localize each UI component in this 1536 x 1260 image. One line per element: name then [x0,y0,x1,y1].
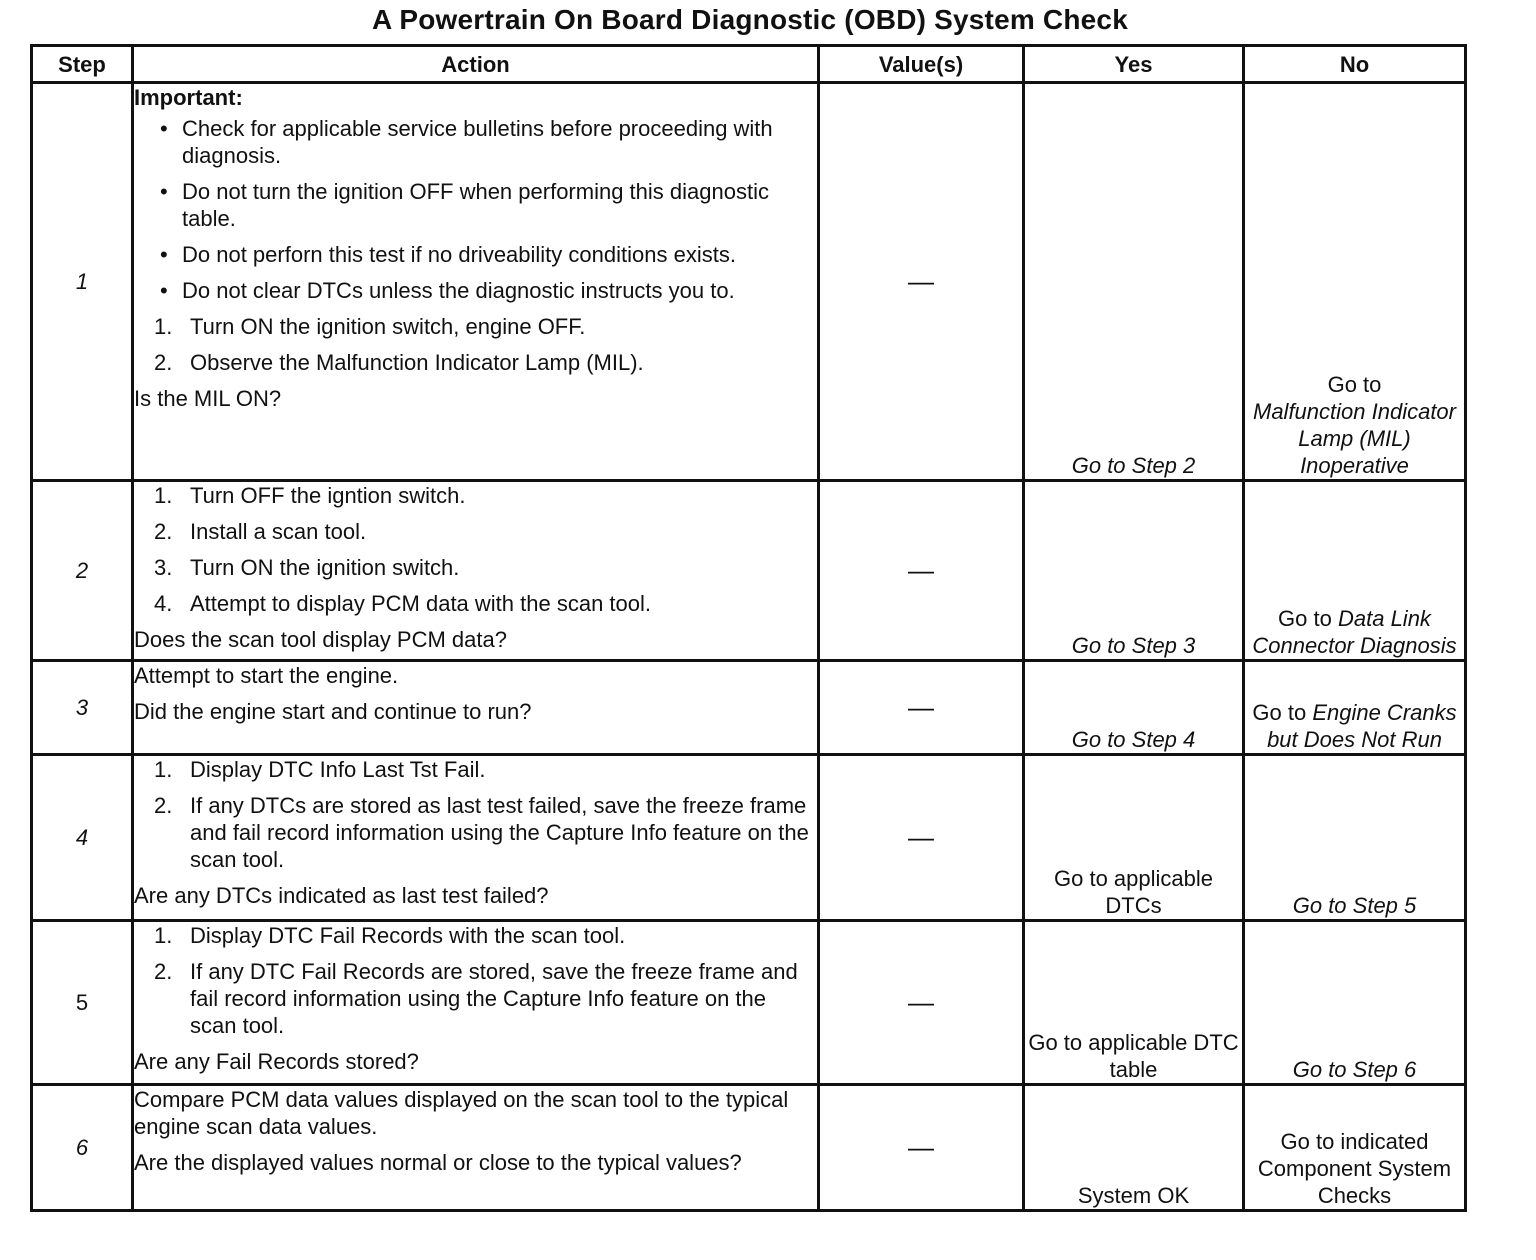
list-item: 3. Turn ON the ignition switch. [154,555,460,580]
yes-cell: Go to Step 2 [1024,83,1244,481]
step-number: 2 [32,481,133,661]
question-text: Are the displayed values normal or close to the typical values? [134,1150,742,1175]
step-number: 5 [32,921,133,1085]
value-cell: — [819,661,1024,755]
step-number: 4 [32,755,133,921]
header-action: Action [133,46,819,83]
step-number: 6 [32,1085,133,1211]
table-row [32,1085,1466,1211]
action-cell [133,83,819,481]
value-cell: — [819,1085,1024,1211]
no-cell: Go to indicated Component System Checks [1244,1085,1466,1211]
table-row [32,921,1466,1085]
yes-cell: Go to Step 4 [1024,661,1244,755]
list-item: 2. Install a scan tool. [154,519,367,544]
numbered-list [134,313,817,376]
yes-cell: Go to applicable DTCs [1024,755,1244,921]
yes-cell: System OK [1024,1085,1244,1211]
value-cell: — [819,481,1024,661]
value-cell: — [819,83,1024,481]
list-item: 2. Observe the Malfunction Indicator Lamp (MIL). [154,350,644,375]
list-item: • Do not turn the ignition OFF when performing this diagnostic table. [182,178,817,232]
table-row [32,83,1466,481]
list-item: 1. Turn ON the ignition switch, engine OFF. [154,314,586,339]
list-item: 1. Display DTC Fail Records with the scan tool. [154,923,626,948]
header-step: Step [32,46,133,83]
action-cell [133,755,819,921]
no-cell: Go to Step 6 [1244,921,1466,1085]
action-text: Attempt to start the engine. [134,663,399,688]
list-item: • Check for applicable service bulletins before proceeding with diagnosis. [182,115,817,169]
value-cell: — [819,921,1024,1085]
action-cell [133,1085,819,1211]
numbered-list [134,482,817,617]
list-item: 2. If any DTC Fail Records are stored, save the freeze frame and fail record information using the Capture Info feature on the scan tool. [154,959,798,1038]
question-text: Does the scan tool display PCM data? [134,627,507,652]
list-item: • Do not perforn this test if no driveability conditions exists. [182,241,817,268]
header-row [32,46,1466,83]
no-cell: Go to Engine Cranks but Does Not Run [1244,661,1466,755]
no-cell: Go to Data Link Connector Diagnosis [1244,481,1466,661]
value-cell: — [819,755,1024,921]
numbered-list [134,922,817,1039]
list-item: 1. Turn OFF the igntion switch. [154,483,466,508]
list-item: 2. If any DTCs are stored as last test failed, save the freeze frame and fail record information using the Capture Info feature on the scan tool. [154,793,809,872]
no-cell: Go to Malfunction Indicator Lamp (MIL) Inoperative [1244,83,1466,481]
header-values: Value(s) [819,46,1024,83]
table-row [32,661,1466,755]
numbered-list [134,756,817,873]
header-yes: Yes [1024,46,1244,83]
list-item: 4. Attempt to display PCM data with the scan tool. [154,591,652,616]
important-label: Important: [134,85,243,110]
yes-cell: Go to Step 3 [1024,481,1244,661]
action-text: Compare PCM data values displayed on the scan tool to the typical engine scan data values. [134,1087,789,1139]
header-no: No [1244,46,1466,83]
question-text: Is the MIL ON? [134,386,282,411]
list-item: 1. Display DTC Info Last Tst Fail. [154,757,486,782]
action-cell [133,481,819,661]
step-number: 1 [32,83,133,481]
diagnostic-table [30,44,1467,1212]
action-cell [133,661,819,755]
table-row [32,481,1466,661]
question-text: Are any Fail Records stored? [134,1049,419,1074]
question-text: Are any DTCs indicated as last test failed? [134,883,549,908]
no-cell: Go to Step 5 [1244,755,1466,921]
yes-cell: Go to applicable DTC table [1024,921,1244,1085]
list-item: • Do not clear DTCs unless the diagnostic instructs you to. [182,277,817,304]
step-number: 3 [32,661,133,755]
table-row [32,755,1466,921]
page-title: A Powertrain On Board Diagnostic (OBD) System Check [372,4,1128,35]
question-text: Did the engine start and continue to run? [134,699,532,724]
bullet-list [134,115,817,304]
action-cell [133,921,819,1085]
